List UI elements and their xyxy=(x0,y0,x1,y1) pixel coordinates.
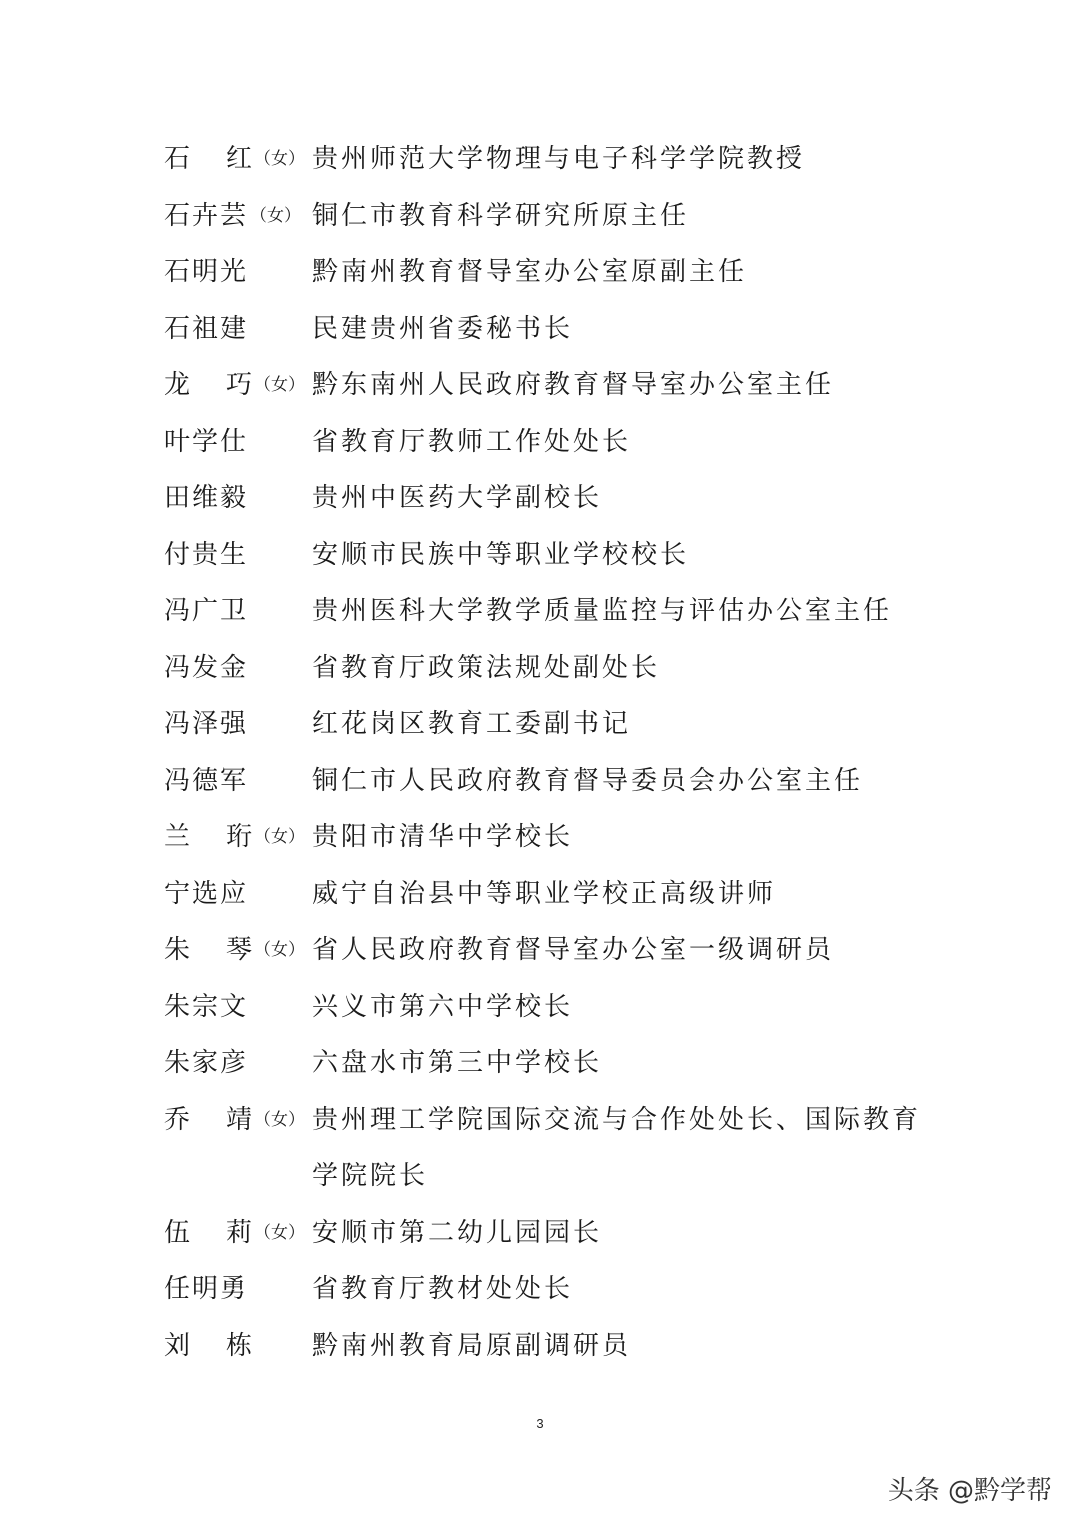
gender-marker: （女） xyxy=(250,205,302,226)
list-item xyxy=(164,583,944,640)
list-item xyxy=(164,979,944,1036)
list-item xyxy=(164,922,944,979)
member-position: 省教育厅教师工作处处长 xyxy=(312,426,632,457)
member-name xyxy=(164,809,312,866)
member-name-full: 朱家彦 xyxy=(164,1048,249,1078)
member-position: 六盘水市第三中学校长 xyxy=(312,1048,603,1078)
member-name-full: 付贵生 xyxy=(164,539,249,570)
list-item xyxy=(164,809,944,866)
list-item xyxy=(164,1092,944,1205)
member-name xyxy=(164,979,312,1036)
member-position: 贵州医科大学教学质量监控与评估办公室主任 xyxy=(312,596,893,626)
list-item xyxy=(164,357,944,414)
member-position: 省人民政府教育督导室办公室一级调研员 xyxy=(312,935,835,965)
member-name xyxy=(164,244,312,301)
list-item xyxy=(164,527,944,584)
list-item xyxy=(164,640,944,697)
member-surname: 龙 xyxy=(164,370,191,400)
member-name xyxy=(164,301,312,358)
member-name xyxy=(164,527,312,584)
list-item xyxy=(164,1035,944,1092)
member-name xyxy=(164,131,312,188)
member-position: 贵州中医药大学副校长 xyxy=(312,483,603,513)
list-item xyxy=(164,301,944,358)
list-item xyxy=(164,414,944,471)
list-item xyxy=(164,1205,944,1262)
member-position: 贵州理工学院国际交流与合作处处长、国际教育学院院长 xyxy=(312,1104,922,1191)
list-item xyxy=(164,244,944,301)
member-name xyxy=(164,414,312,471)
list-item xyxy=(164,1318,944,1375)
member-name xyxy=(164,1205,312,1262)
member-name xyxy=(164,357,312,414)
member-position: 铜仁市教育科学研究所原主任 xyxy=(312,200,690,231)
list-item xyxy=(164,866,944,923)
gender-marker: （女） xyxy=(254,827,306,847)
list-item xyxy=(164,131,944,188)
member-position: 省教育厅政策法规处副处长 xyxy=(312,652,661,683)
member-name-full: 田维毅 xyxy=(164,483,249,513)
member-name xyxy=(164,1092,312,1149)
member-given-name: 巧 xyxy=(226,370,253,400)
member-surname: 刘 xyxy=(164,1330,191,1361)
member-position: 兴义市第六中学校长 xyxy=(312,991,574,1022)
member-name xyxy=(164,1318,312,1375)
member-position: 安顺市第二幼儿园园长 xyxy=(312,1217,603,1248)
list-item xyxy=(164,696,944,753)
gender-marker: （女） xyxy=(254,940,306,960)
member-position: 贵州师范大学物理与电子科学学院教授 xyxy=(312,144,806,174)
member-name xyxy=(164,583,312,640)
member-name-full: 冯广卫 xyxy=(164,596,249,626)
member-name xyxy=(164,470,312,527)
member-given-name: 珩 xyxy=(226,822,253,852)
member-name-full: 任明勇 xyxy=(164,1274,249,1304)
member-position: 黔东南州人民政府教育督导室办公室主任 xyxy=(312,370,835,400)
member-position: 贵阳市清华中学校长 xyxy=(312,822,574,852)
member-surname: 兰 xyxy=(164,822,191,852)
member-name-full: 宁选应 xyxy=(164,878,249,909)
gender-marker: （女） xyxy=(254,1109,306,1130)
member-name xyxy=(164,922,312,979)
member-given-name: 莉 xyxy=(226,1217,253,1248)
member-name-full: 朱宗文 xyxy=(164,991,249,1022)
list-item xyxy=(164,188,944,245)
member-list xyxy=(164,131,944,1374)
member-name-full: 叶学仕 xyxy=(164,426,249,457)
member-name-full: 石明光 xyxy=(164,257,249,287)
member-position: 红花岗区教育工委副书记 xyxy=(312,709,632,739)
member-given-name: 栋 xyxy=(226,1330,253,1361)
list-item xyxy=(164,470,944,527)
member-name-full: 冯德军 xyxy=(164,765,249,796)
member-position: 安顺市民族中等职业学校校长 xyxy=(312,539,690,570)
member-position: 省教育厅教材处处长 xyxy=(312,1274,574,1304)
member-position: 威宁自治县中等职业学校正高级讲师 xyxy=(312,878,777,909)
member-surname: 朱 xyxy=(164,935,191,965)
member-given-name: 琴 xyxy=(226,935,253,965)
member-name xyxy=(164,640,312,697)
member-name xyxy=(164,188,312,245)
gender-marker: （女） xyxy=(254,149,306,169)
member-position: 黔南州教育局原副调研员 xyxy=(312,1330,632,1361)
member-name-full: 石祖建 xyxy=(164,313,249,344)
member-name xyxy=(164,1035,312,1092)
member-name-full: 冯发金 xyxy=(164,652,249,683)
member-surname: 伍 xyxy=(164,1217,191,1248)
member-name xyxy=(164,1261,312,1318)
member-surname: 石 xyxy=(164,144,191,174)
watermark: 头条 @黔学帮 xyxy=(887,1476,1052,1506)
list-item xyxy=(164,753,944,810)
member-position: 民建贵州省委秘书长 xyxy=(312,313,574,344)
gender-marker: （女） xyxy=(254,375,306,395)
member-name xyxy=(164,866,312,923)
member-position: 铜仁市人民政府教育督导委员会办公室主任 xyxy=(312,765,864,796)
member-name-full: 冯泽强 xyxy=(164,709,249,739)
member-surname: 乔 xyxy=(164,1104,191,1135)
member-given-name: 靖 xyxy=(226,1104,253,1135)
member-name-full: 石卉芸 xyxy=(164,200,249,231)
gender-marker: （女） xyxy=(254,1222,306,1243)
member-name xyxy=(164,696,312,753)
list-item xyxy=(164,1261,944,1318)
member-name xyxy=(164,753,312,810)
member-given-name: 红 xyxy=(226,144,253,174)
member-position: 黔南州教育督导室办公室原副主任 xyxy=(312,257,748,287)
page-number: 3 xyxy=(536,1416,544,1431)
